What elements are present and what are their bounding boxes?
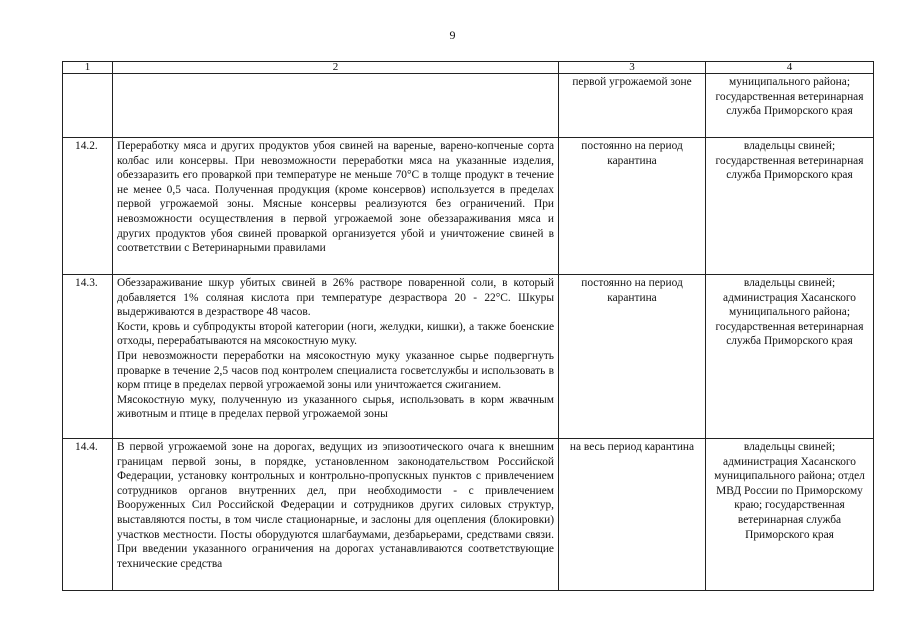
description-paragraph: Обеззараживание шкур убитых свиней в 26% растворе поваренной соли, в который добавляется 1% соляная кислота при температуре дезраствора 20 - 22°С. Шкуры выдерживаются в дезрастворе 48 часов. (117, 277, 554, 319)
table-row (63, 275, 874, 439)
column-header-1: 1 (63, 62, 113, 74)
description-paragraph: Кости, кровь и субпродукты второй категории (ноги, желудки, кишки), а также боенские отходы, перерабатываются на мясокостную муку. (117, 320, 554, 348)
description-paragraph: Переработку мяса и других продуктов убоя свиней на вареные, варено-копченые сорта колбас или консервы. При невозможности переработки мяса на указанные изделия, обеззаразить его проваркой при температуре не меньше 70°С в толще продукт в течение не менее 0,5 часа. Полученная продукция (кроме консервов) используется в пределах первой угрожаемой зоны. Мясные консервы реализуются без ограничений. При невозможности осуществления в первой угрожаемой зоне обеззараживания мяса и других продуктов убоя свиней проваркой организуется убой и уничтожение свиней в соответствии с Ветеринарными правилами (117, 140, 554, 255)
description-paragraph: В первой угрожаемой зоне на дорогах, ведущих из эпизоотического очага к внешним границам первой зоны, в порядке, установленном законодательством Российской Федерации, установку контрольных и контрольно-пропускных пунктов с привлечением сотрудников органов внутренних дел, при необходимости - с привлечением Вооруженных Сил Российской Федерации и сотрудников других силовых структур, выставляются посты, в том числе стационарные, и заслоны для оцепления (блокировки) участков местности. Посты оборудуются шлагбаумами, дезбарьерами, средствами связи. При введении указанного ограничения на дорогах устанавливаются соответствующие технические средства (117, 441, 554, 570)
row-number: 14.3. (63, 275, 113, 439)
row-responsible: владельцы свиней; администрация Хасанского муниципального района; отдел МВД России по Приморскому краю; государственная ветеринарная служба Приморского края (706, 439, 874, 591)
column-header-4: 4 (706, 62, 874, 74)
column-header-3: 3 (559, 62, 706, 74)
column-number-row (63, 62, 874, 74)
row-number: 14.2. (63, 138, 113, 275)
table-row (63, 74, 874, 138)
row-period: постоянно на период карантина (559, 275, 706, 439)
row-description (113, 439, 559, 591)
row-period: постоянно на период карантина (559, 138, 706, 275)
description-paragraph: Мясокостную муку, полученную из указанного сырья, использовать в корм жвачным животным и птице в пределах первой угрожаемой зоны (117, 393, 554, 421)
row-period: на весь период карантина (559, 439, 706, 591)
table-row (63, 439, 874, 591)
column-header-2: 2 (113, 62, 559, 74)
description-paragraph: При невозможности переработки на мясокостную муку указанное сырье подвергнуть проварке в течение 2,5 часов под контролем специалиста госветслужбы и использовать в корм птице в пределах первой угрожаемой зоны или уничтожается сжиганием. (117, 349, 554, 392)
row-description (113, 275, 559, 439)
row-number: 14.4. (63, 439, 113, 591)
row-responsible: владельцы свиней; государственная ветеринарная служба Приморского края (706, 138, 874, 275)
row-responsible: муниципального района; государственная ветеринарная служба Приморского края (706, 74, 874, 138)
row-description (113, 138, 559, 275)
row-responsible: владельцы свиней; администрация Хасанского муниципального района; государственная ветеринарная служба Приморского края (706, 275, 874, 439)
table-row (63, 138, 874, 275)
measures-table (62, 61, 874, 591)
row-description (113, 74, 559, 138)
page-number: 9 (449, 28, 456, 42)
row-number (63, 74, 113, 138)
row-period: первой угрожаемой зоне (559, 74, 706, 138)
